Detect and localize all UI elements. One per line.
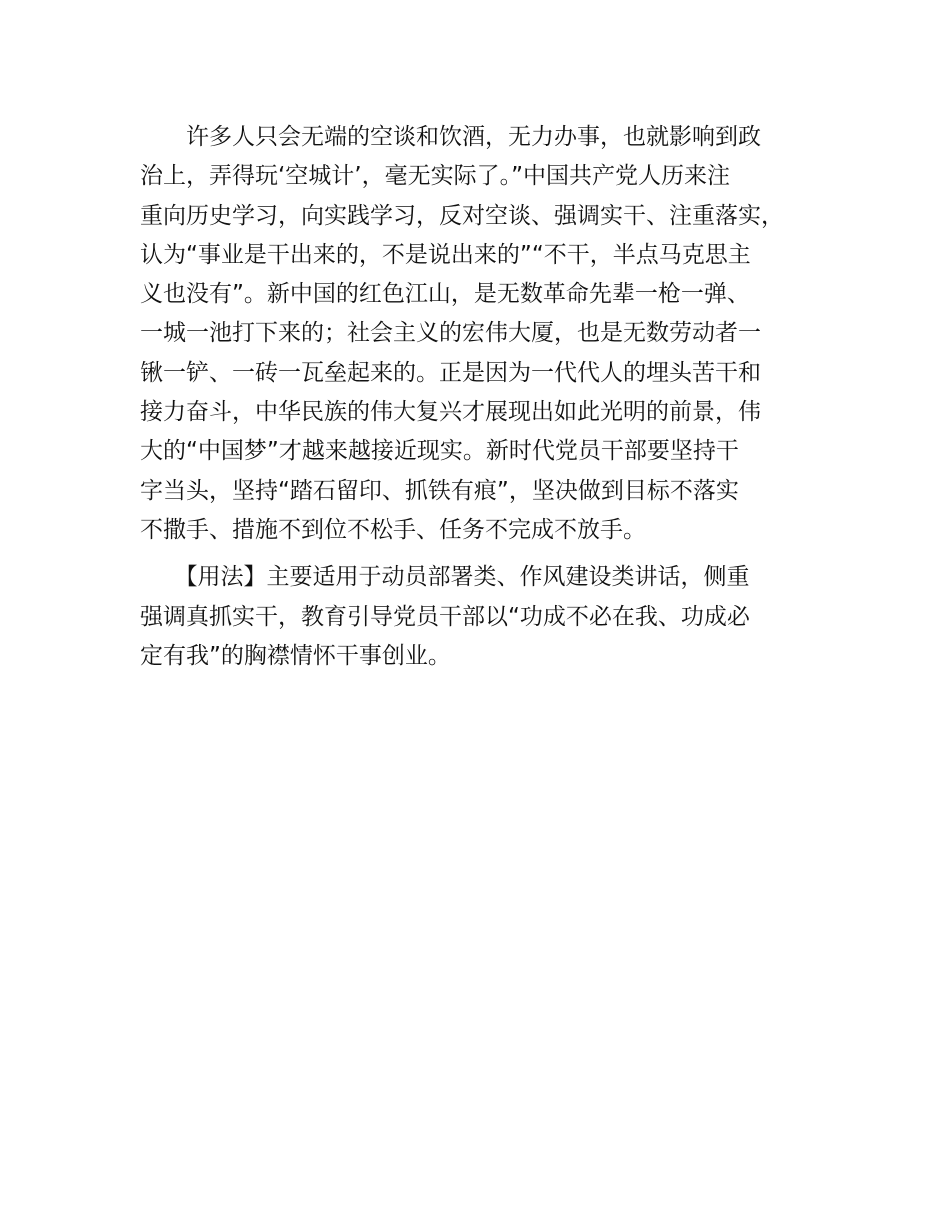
text-line: 一城一池打下来的；社会主义的宏伟大厦，也是无数劳动者一 bbox=[140, 320, 761, 347]
text-line: 强调真抓实干，教育引导党员干部以“功成不必在我、功成必 bbox=[140, 603, 750, 630]
text-line: 接力奋斗，中华民族的伟大复兴才展现出如此光明的前景，伟 bbox=[140, 399, 761, 426]
text-line: 【用法】主要适用于动员部署类、作风建设类讲话，侧重 bbox=[140, 564, 750, 591]
text-line: 义也没有”。新中国的红色江山，是无数革命先辈一枪一弹、 bbox=[140, 281, 750, 308]
text-line: 定有我”的胸襟情怀干事创业。 bbox=[140, 642, 451, 669]
paragraph-body bbox=[140, 118, 830, 550]
paragraph-usage bbox=[140, 558, 830, 676]
text-line: 大的“中国梦”才越来越接近现实。新时代党员干部要坚持干 bbox=[140, 438, 739, 465]
text-line: 治上，弄得玩‘空城计’，毫无实际了。”中国共产党人历来注 bbox=[140, 163, 731, 190]
text-line: 字当头，坚持“踏石留印、抓铁有痕”，坚决做到目标不落实 bbox=[140, 477, 739, 504]
text-line: 认为“事业是干出来的，不是说出来的”“不干，半点马克思主 bbox=[140, 241, 751, 268]
text-line: 不撒手、措施不到位不松手、任务不完成不放手。 bbox=[140, 516, 646, 543]
text-line: 许多人只会无端的空谈和饮酒，无力办事，也就影响到政 bbox=[140, 124, 761, 150]
text-line: 重向历史学习，向实践学习，反对空谈、强调实干、注重落实， bbox=[140, 202, 784, 229]
document-body bbox=[140, 118, 830, 676]
text-line: 锹一铲、一砖一瓦垒起来的。正是因为一代代人的埋头苦干和 bbox=[140, 359, 761, 386]
